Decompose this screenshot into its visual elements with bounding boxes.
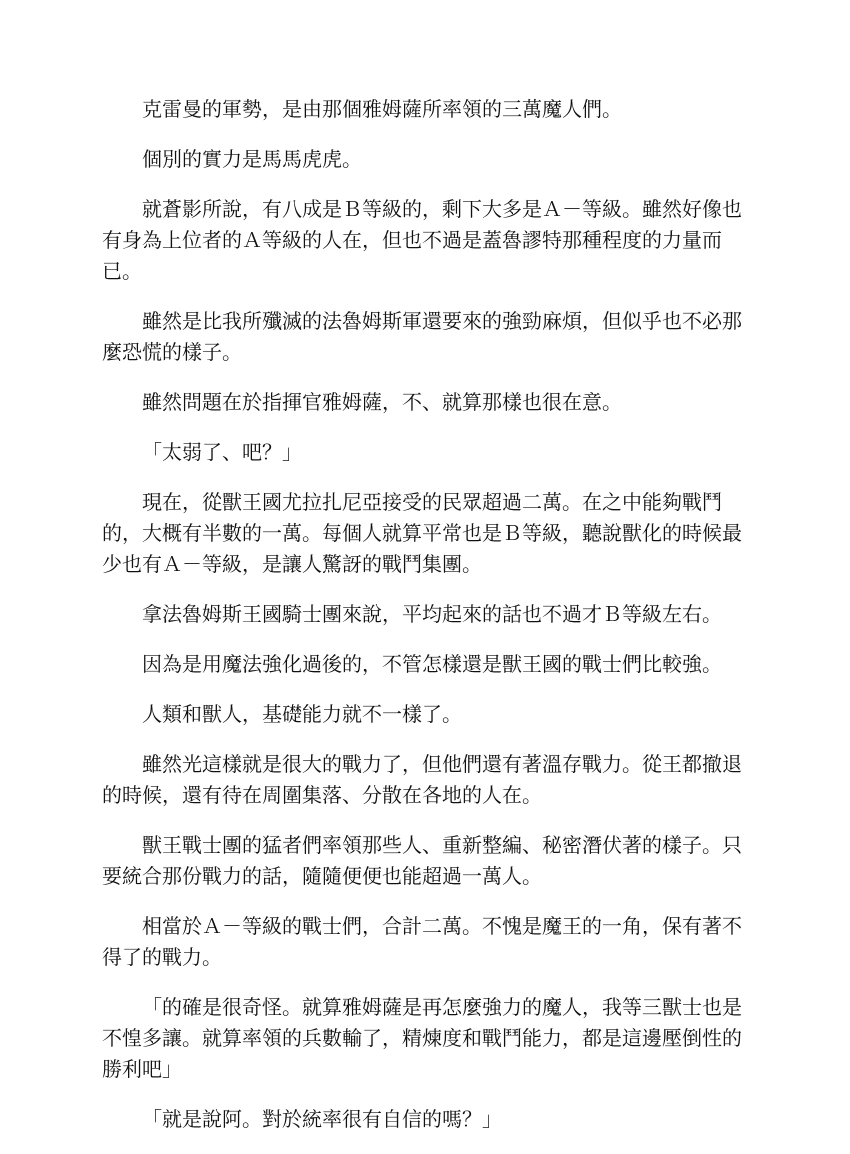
paragraph: 因為是用魔法強化過後的，不管怎樣還是獸王國的戰士們比較強。 bbox=[142, 652, 722, 676]
dialogue-paragraph: 「就是說阿。對於統率很有自信的嗎？」 bbox=[142, 1107, 502, 1131]
paragraph: 雖然是比我所殲滅的法魯姆斯軍還要來的強勁麻煩，但似乎也不必那麼恐慌的樣子。 bbox=[102, 309, 742, 364]
paragraph: 個別的實力是馬馬虎虎。 bbox=[142, 147, 362, 171]
paragraph: 克雷曼的軍勢，是由那個雅姆薩所率領的三萬魔人們。 bbox=[142, 97, 622, 121]
paragraph: 就蒼影所說，有八成是Ｂ等級的，剩下大多是Ａ－等級。雖然好像也有身為上位者的Ａ等級的人在，但也不過是蓋魯謬特那種程度的力量而已。 bbox=[102, 197, 742, 283]
paragraph: 相當於Ａ－等級的戰士們，合計二萬。不愧是魔王的一角，保有著不得了的戰力。 bbox=[102, 914, 742, 969]
paragraph: 人類和獸人，基礎能力就不一樣了。 bbox=[142, 702, 462, 726]
paragraph: 現在，從獸王國尤拉扎尼亞接受的民眾超過二萬。在之中能夠戰鬥的，大概有半數的一萬。每個人就算平常也是Ｂ等級，聽說獸化的時候最少也有Ａ－等級，是讓人驚訝的戰鬥集團。 bbox=[102, 490, 742, 576]
paragraph: 拿法魯姆斯王國騎士團來說，平均起來的話也不過才Ｂ等級左右。 bbox=[142, 602, 722, 626]
paragraph: 雖然問題在於指揮官雅姆薩，不、就算那樣也很在意。 bbox=[142, 390, 622, 414]
document-page bbox=[102, 94, 752, 1154]
dialogue-paragraph: 「太弱了、吧？」 bbox=[142, 440, 302, 464]
paragraph: 獸王戰士團的猛者們率領那些人、重新整編、秘密潛伏著的樣子。只要統合那份戰力的話，隨隨便便也能超過一萬人。 bbox=[102, 833, 742, 888]
dialogue-paragraph: 「的確是很奇怪。就算雅姆薩是再怎麼強力的魔人，我等三獸士也是不惶多讓。就算率領的兵數輸了，精煉度和戰鬥能力，都是這邊壓倒性的勝利吧」 bbox=[102, 995, 742, 1081]
paragraph: 雖然光這樣就是很大的戰力了，但他們還有著溫存戰力。從王都撤退的時候，還有待在周圍集落、分散在各地的人在。 bbox=[102, 752, 742, 807]
